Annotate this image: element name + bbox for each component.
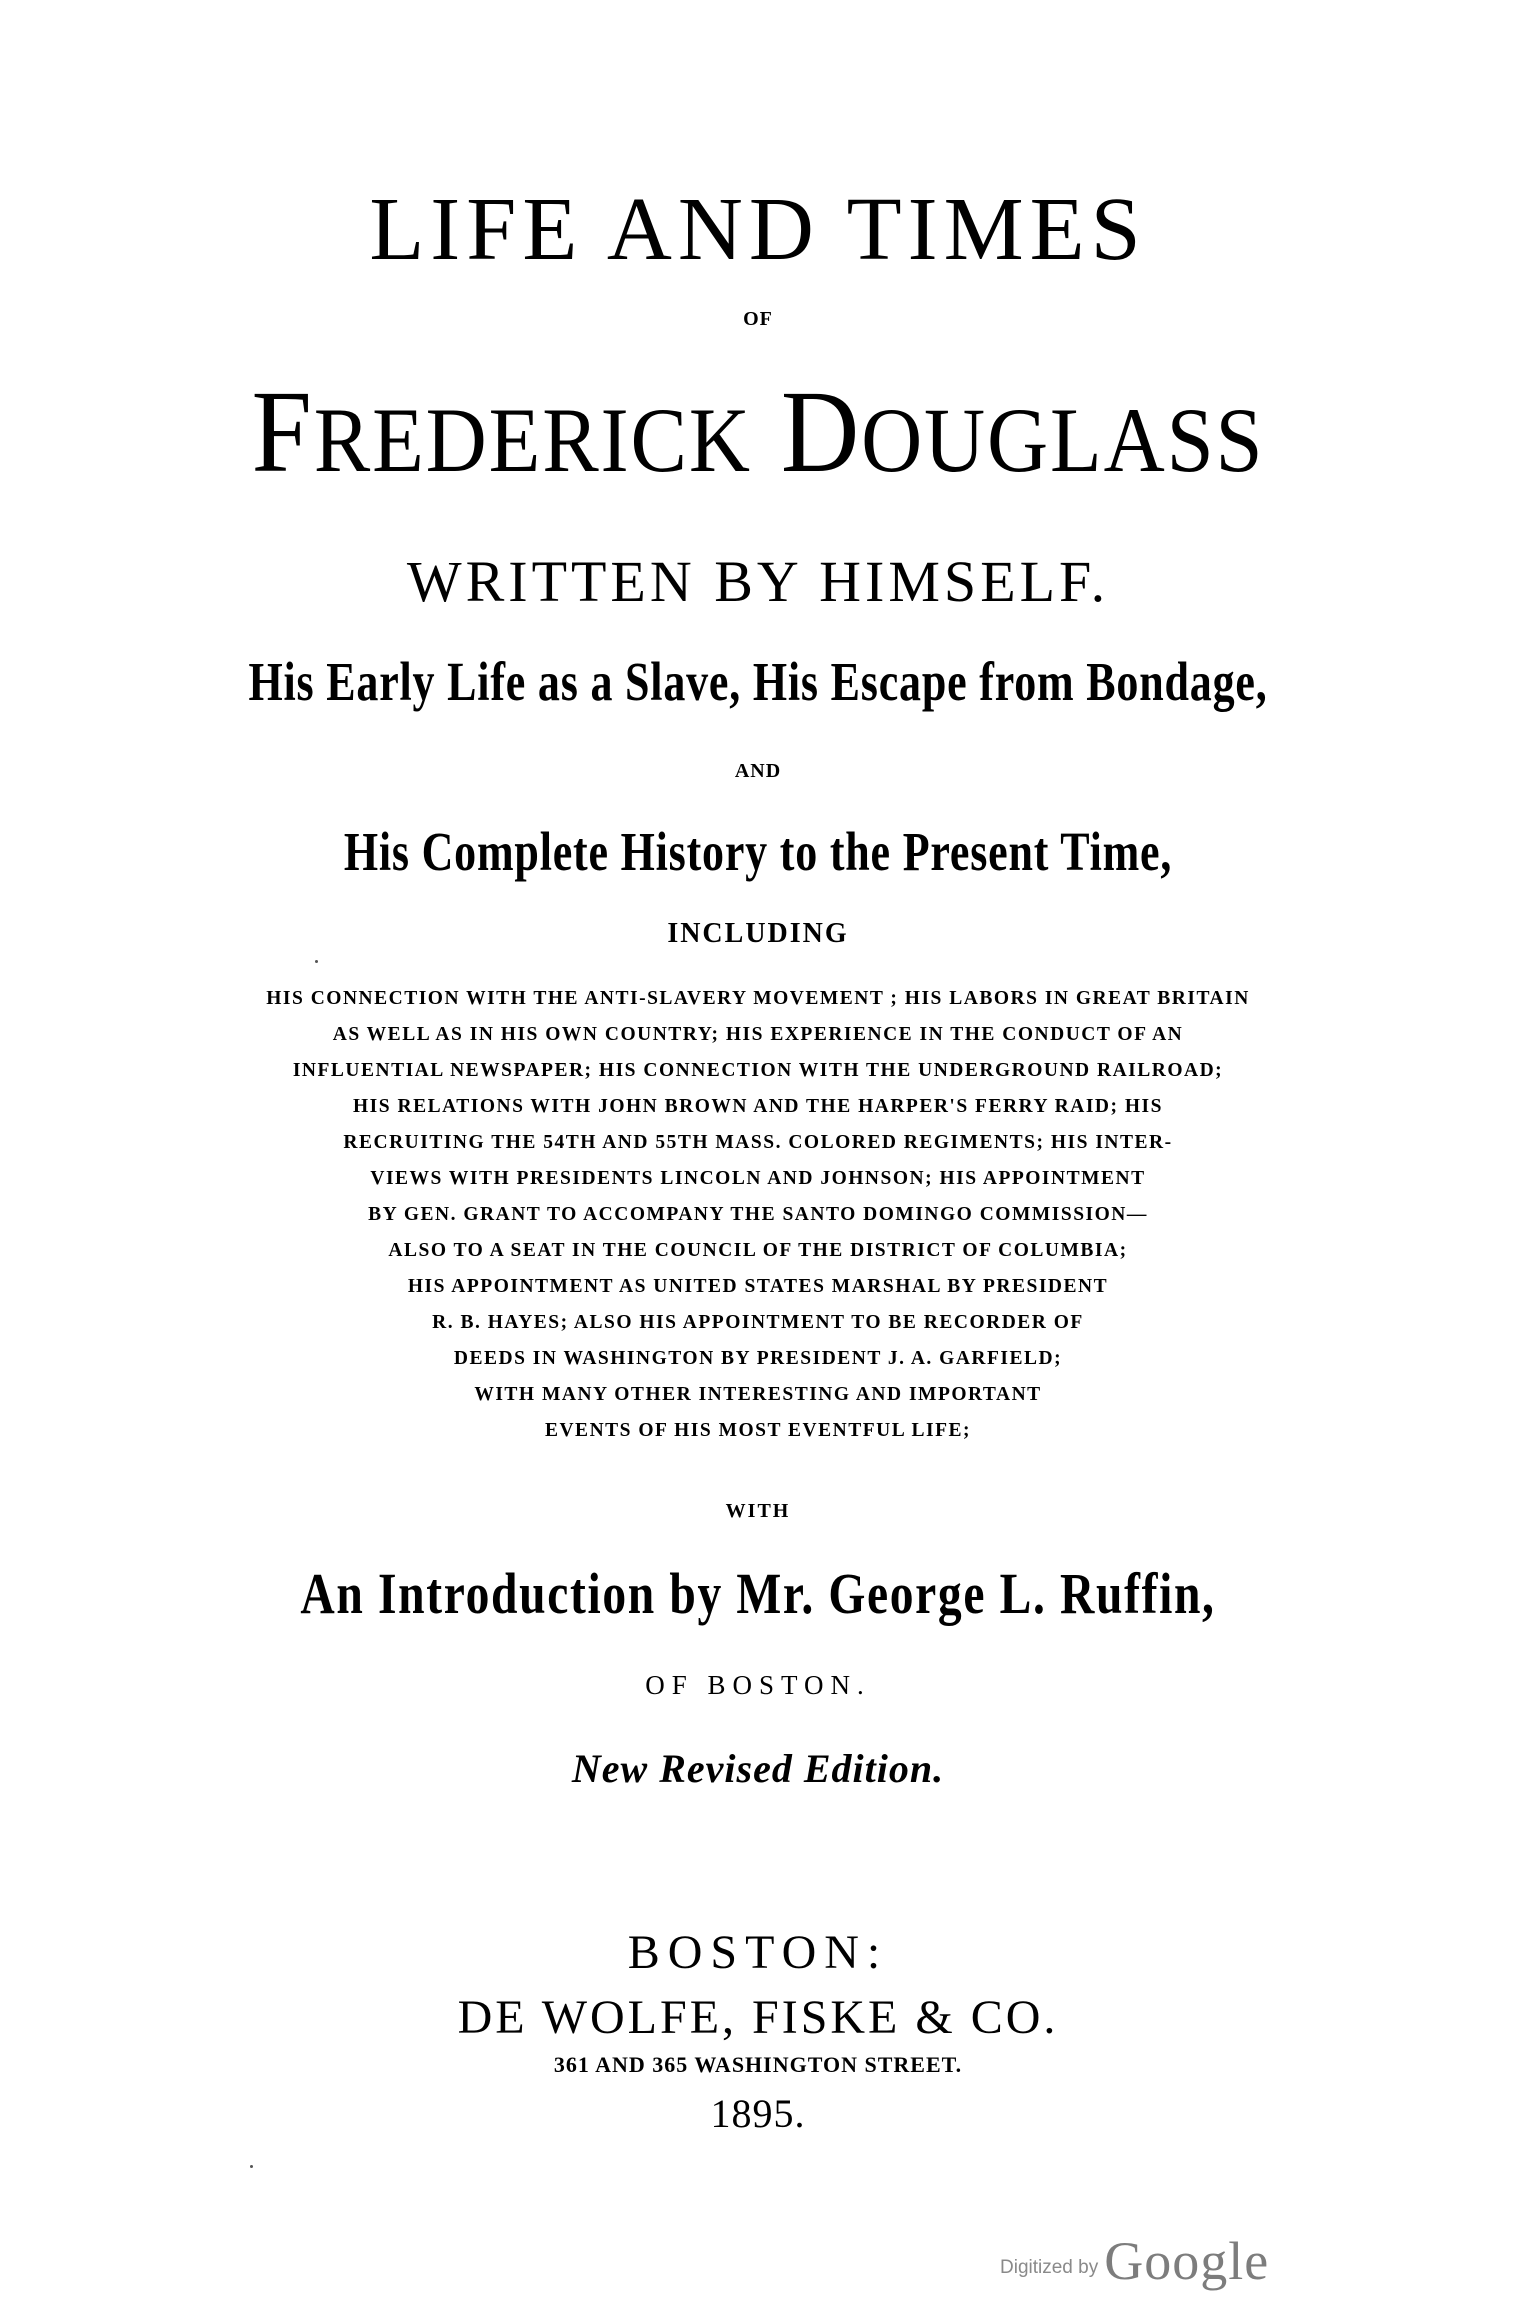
description-line-9: HIS APPOINTMENT AS UNITED STATES MARSHAL BY PRESIDENT bbox=[407, 1276, 1109, 1297]
publisher-name: DE WOLFE, FISKE & CO. bbox=[457, 1991, 1059, 2044]
ink-speck bbox=[250, 2165, 253, 2168]
name-last-rest: OUGLASS bbox=[861, 389, 1265, 491]
name-first-initial: F bbox=[251, 366, 314, 497]
title-of: OF bbox=[743, 308, 773, 330]
description-line-5: RECRUITING THE 54TH AND 55TH MASS. COLORED REGIMENTS; HIS INTER- bbox=[343, 1132, 1173, 1153]
title-line-life-and-times: LIFE AND TIMES bbox=[369, 180, 1147, 279]
subtitle-line-2: His Complete History to the Present Time, bbox=[343, 821, 1173, 882]
description-line-8: ALSO TO A SEAT IN THE COUNCIL OF THE DISTRICT OF COLUMBIA; bbox=[388, 1240, 1128, 1261]
description-line-3: INFLUENTIAL NEWSPAPER; HIS CONNECTION WITH THE UNDERGROUND RAILROAD; bbox=[292, 1060, 1224, 1081]
description-line-4: HIS RELATIONS WITH JOHN BROWN AND THE HARPER'S FERRY RAID; HIS bbox=[353, 1096, 1163, 1117]
watermark-prefix: Digitized by bbox=[1000, 2257, 1099, 2278]
publication-year: 1895. bbox=[710, 2091, 806, 2136]
google-logo: Google bbox=[1104, 2231, 1270, 2291]
introduction-line: An Introduction by Mr. George L. Ruffin, bbox=[300, 1561, 1216, 1626]
subtitle-line-1: His Early Life as a Slave, His Escape from Bondage, bbox=[248, 651, 1268, 712]
description-line-10: R. B. HAYES; ALSO HIS APPOINTMENT TO BE RECORDER OF bbox=[432, 1312, 1084, 1333]
edition-line: New Revised Edition. bbox=[571, 1746, 945, 1791]
description-line-1: HIS CONNECTION WITH THE ANTI-SLAVERY MOVEMENT ; HIS LABORS IN GREAT BRITAIN bbox=[266, 988, 1250, 1009]
with-label: WITH bbox=[725, 1500, 791, 1522]
publisher-city: BOSTON: bbox=[627, 1926, 889, 1979]
description-line-6: VIEWS WITH PRESIDENTS LINCOLN AND JOHNSON; HIS APPOINTMENT bbox=[370, 1168, 1146, 1189]
including-label: INCLUDING bbox=[667, 918, 849, 949]
description-line-7: BY GEN. GRANT TO ACCOMPANY THE SANTO DOMINGO COMMISSION— bbox=[368, 1204, 1148, 1225]
title-written-by: WRITTEN BY HIMSELF. bbox=[406, 549, 1110, 614]
name-last-initial: D bbox=[780, 366, 862, 497]
description-line-2: AS WELL AS IN HIS OWN COUNTRY; HIS EXPERIENCE IN THE CONDUCT OF AN bbox=[332, 1024, 1184, 1045]
ink-speck bbox=[315, 960, 318, 963]
description-line-11: DEEDS IN WASHINGTON BY PRESIDENT J. A. GARFIELD; bbox=[453, 1348, 1063, 1369]
description-line-12: WITH MANY OTHER INTERESTING AND IMPORTANT bbox=[474, 1384, 1042, 1405]
title-name bbox=[61, 364, 1456, 500]
of-boston: OF BOSTON. bbox=[645, 1670, 871, 1700]
publisher-address: 361 AND 365 WASHINGTON STREET. bbox=[553, 2052, 963, 2077]
subtitle-and: AND bbox=[734, 760, 782, 782]
name-first-rest: REDERICK bbox=[313, 389, 752, 491]
description-line-13: EVENTS OF HIS MOST EVENTFUL LIFE; bbox=[544, 1420, 972, 1441]
digitized-watermark bbox=[1000, 2230, 1269, 2292]
